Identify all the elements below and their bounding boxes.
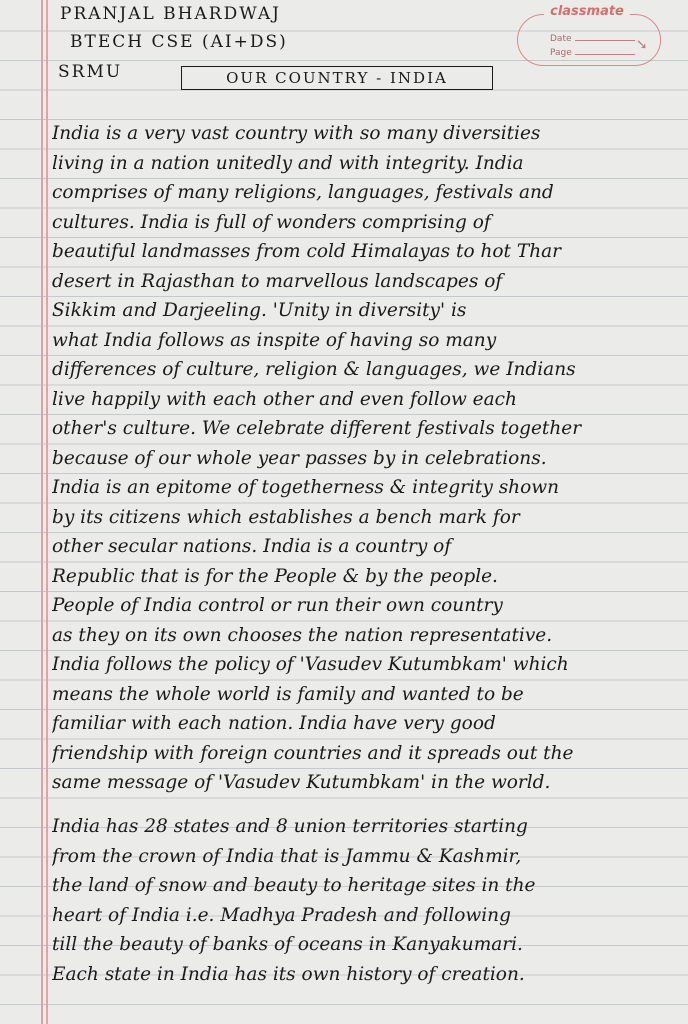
- text-line: what India follows as inspite of having so many: [52, 329, 497, 351]
- text-line: India is an epitome of togetherness & integrity shown: [52, 477, 559, 498]
- text-line: differences of culture, religion & languages, we Indians: [52, 359, 576, 380]
- text-line: till the beauty of banks of oceans in Kanyakumari.: [52, 934, 523, 955]
- essay-title: OUR COUNTRY - INDIA: [181, 66, 493, 90]
- margin-line-outer: [41, 0, 43, 1024]
- date-label: Date: [550, 34, 572, 44]
- text-line: other's culture. We celebrate different festivals together: [52, 418, 582, 439]
- page-field: [550, 48, 635, 58]
- text-line: comprises of many religions, languages, festivals and: [52, 182, 554, 203]
- text-line: from the crown of India that is Jammu & Kashmir,: [52, 845, 522, 867]
- text-line: heart of India i.e. Madhya Pradesh and following: [52, 904, 511, 926]
- text-line: familiar with each nation. India have very good: [52, 713, 496, 734]
- date-page-box: [517, 14, 661, 66]
- notebook-brand-logo: [517, 4, 662, 70]
- text-line: cultures. India is full of wonders comprising of: [52, 211, 491, 233]
- text-line: live happily with each other and even follow each: [52, 388, 517, 410]
- page-label: Page: [550, 48, 572, 58]
- text-line: other secular nations. India is a country of: [52, 536, 452, 557]
- text-line: as they on its own chooses the nation representative.: [52, 624, 553, 646]
- text-line: India follows the policy of 'Vasudev Kutumbkam' which: [52, 654, 569, 675]
- text-line: desert in Rajasthan to marvellous landscapes of: [52, 270, 503, 292]
- text-line: India is a very vast country with so many diversities: [52, 123, 541, 144]
- text-line: Each state in India has its own history of creation.: [52, 963, 525, 985]
- arrow-icon: ➘: [636, 37, 648, 53]
- university-name: SRMU: [58, 62, 123, 82]
- text-line: beautiful landmasses from cold Himalayas to hot Thar: [52, 241, 561, 262]
- text-line: Sikkim and Darjeeling. 'Unity in diversity' is: [52, 300, 467, 321]
- date-field: [550, 34, 635, 44]
- text-line: the land of snow and beauty to heritage sites in the: [52, 875, 536, 896]
- margin-line-inner: [46, 0, 48, 1024]
- text-line: living in a nation unitedly and with integrity. India: [52, 152, 524, 174]
- text-line: means the whole world is family and wanted to be: [52, 683, 524, 705]
- text-line: by its citizens which establishes a bench mark for: [52, 506, 520, 528]
- text-line: People of India control or run their own country: [52, 595, 503, 616]
- course-name: BTECH CSE (AI+DS): [70, 32, 288, 52]
- text-line: India has 28 states and 8 union territories starting: [52, 816, 528, 837]
- paragraph-2: [52, 812, 682, 989]
- text-line: Republic that is for the People & by the people.: [52, 565, 498, 587]
- author-name: PRANJAL BHARDWAJ: [60, 4, 281, 24]
- text-line: friendship with foreign countries and it spreads out the: [52, 742, 574, 764]
- text-line: because of our whole year passes by in celebrations.: [52, 447, 547, 469]
- brand-name: classmate: [544, 4, 630, 19]
- text-line: same message of 'Vasudev Kutumbkam' in the world.: [52, 772, 551, 793]
- paragraph-1: [52, 119, 682, 798]
